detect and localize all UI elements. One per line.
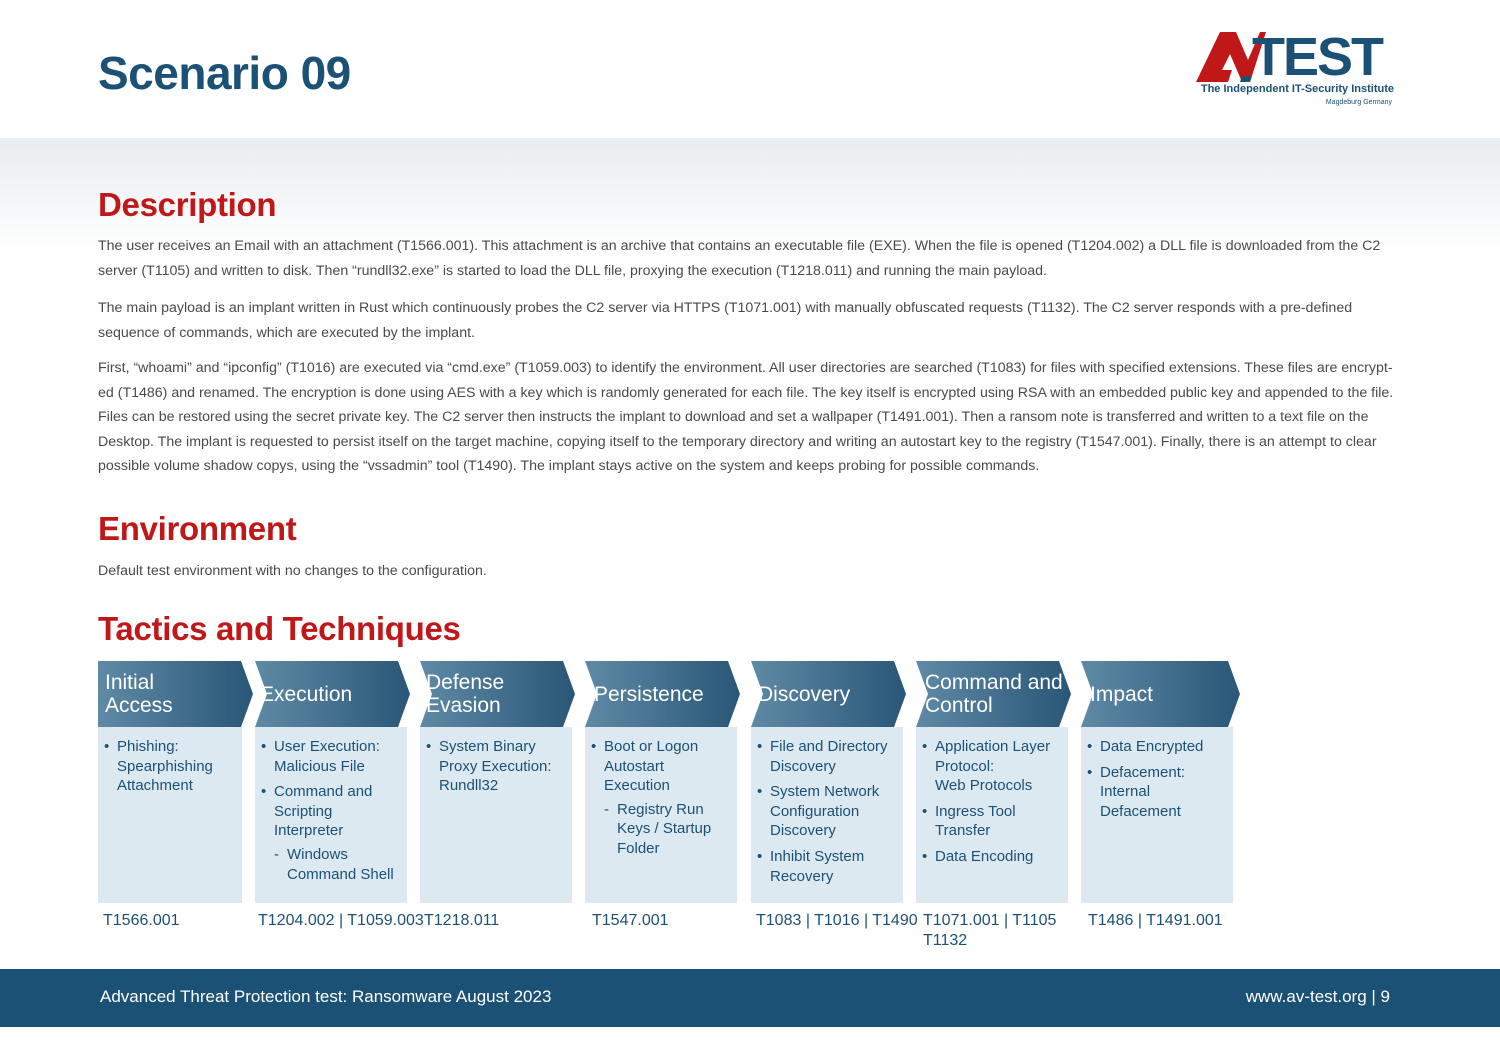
bullet-icon: • xyxy=(261,783,267,801)
dash-icon: - xyxy=(274,845,279,863)
tactic-name: Discovery xyxy=(758,682,851,706)
technique-ids: T1218.011 xyxy=(424,912,500,929)
technique-item xyxy=(1087,763,1229,822)
tactic-name: Execution xyxy=(260,682,353,706)
technique-item xyxy=(922,737,1064,796)
bullet-icon: • xyxy=(922,738,928,755)
technique-text: Ingress Tool Transfer xyxy=(935,802,1016,840)
technique-text: System Network Configuration Discovery xyxy=(770,783,880,840)
bullet-icon: • xyxy=(1087,738,1093,755)
technique-item xyxy=(1087,737,1229,757)
technique-item xyxy=(426,737,568,796)
tactic-techniques-box xyxy=(255,727,407,903)
technique-ids: T1566.001 xyxy=(103,912,180,929)
technique-ids: T1486 | T1491.001 xyxy=(1088,912,1223,929)
technique-item xyxy=(104,737,238,796)
bullet-icon: • xyxy=(261,738,267,755)
technique-item xyxy=(261,737,403,776)
footer-url-page: www.av-test.org | 9 xyxy=(1245,987,1390,1006)
sub-technique-item xyxy=(604,800,733,859)
technique-text: Data Encrypted xyxy=(1100,738,1204,755)
tactic-techniques-box xyxy=(98,727,242,903)
page-title: Scenario 09 xyxy=(98,47,351,99)
bullet-icon: • xyxy=(922,802,928,820)
tactics-diagram xyxy=(98,661,1258,961)
sub-technique-text: Windows Command Shell xyxy=(287,845,394,883)
technique-text: System Binary Proxy Execution: Rundll32 xyxy=(439,738,552,795)
tactic-name: Initial Access xyxy=(105,671,173,717)
tactic-techniques-box xyxy=(916,727,1068,903)
technique-text: User Execution: Malicious File xyxy=(274,738,380,775)
technique-item xyxy=(757,737,899,776)
tactic-techniques-box xyxy=(585,727,737,903)
sub-technique-item xyxy=(274,845,403,884)
logo-tagline: The Independent IT-Security Institute xyxy=(1200,83,1394,95)
bullet-icon: • xyxy=(757,738,763,755)
technique-ids: T1547.001 xyxy=(592,912,669,929)
tactic-name: Persistence xyxy=(594,682,704,706)
tactic-name: Impact xyxy=(1090,682,1154,706)
tactics-heading: Tactics and Techniques xyxy=(98,610,461,647)
bullet-icon: • xyxy=(1087,763,1093,781)
tactic-techniques-box xyxy=(420,727,572,903)
bullet-icon: • xyxy=(922,847,928,865)
technique-text: Boot or Logon Autostart Execution xyxy=(604,738,699,795)
bullet-icon: • xyxy=(757,847,763,865)
technique-ids: T1083 | T1016 | T1490 xyxy=(756,912,918,929)
technique-item xyxy=(757,847,899,886)
technique-item xyxy=(922,802,1064,841)
technique-text: Defacement: Internal Defacement xyxy=(1100,763,1186,820)
av-test-logo xyxy=(1196,27,1406,112)
technique-text: Phishing: Spearphishing Attachment xyxy=(117,738,213,795)
bullet-icon: • xyxy=(591,738,597,755)
description-paragraph-1: The user receives an Email with an attachment (T1566.001). This attachment is an archive that contains an executable file (EXE). When the file is opened (T1204.002) a DLL file is downloaded from the C2 server (T1105) and written to disk. Then “rundll32.exe” is started to load the DLL file, proxying the execution (T1218.011) and running the main payload. xyxy=(98,238,1381,279)
description-paragraph-2: The main payload is an implant written in Rust which continuously probes the C2 server via HTTPS (T1071.001) with manually obfuscated requests (T1132). The C2 server responds with a pre-defined sequence of commands, which are executed by the implant. xyxy=(98,300,1353,341)
technique-item xyxy=(261,782,403,884)
dash-icon: - xyxy=(604,800,609,818)
technique-text: Command and Scripting Interpreter xyxy=(274,783,373,840)
bullet-icon: • xyxy=(426,738,432,755)
description-paragraph-3: First, “whoami” and “ipconfig” (T1016) are executed via “cmd.exe” (T1059.003) to identify the environment. All user directories are searched (T1083) for files with specified extensions. These files are encrypt-ed (T1486) and renamed. The encryption is done using AES with a key which is randomly generated for each file. The key itself is encrypted using RSA with an embedded public key and appended to the file. Files can be restored using the secret private key. The C2 server then instructs the implant to download and set a wallpaper (T1491.001). Then a ransom note is transferred and written to a text file on the Desktop. The implant is requested to persist itself on the target machine, copying itself to the temporary directory and writing an autostart key to the registry (T1547.001). Finally, there is an attempt to clear possible volume shadow copys, using the “vssadmin” tool (T1490). The implant stays active on the system and keeps probing for possible commands. xyxy=(98,360,1394,474)
logo-wordmark: TEST xyxy=(1252,27,1383,87)
technique-text: File and Directory Discovery xyxy=(770,738,888,775)
technique-text: Application Layer Protocol: Web Protocols xyxy=(935,738,1051,795)
tactic-techniques-box xyxy=(751,727,903,903)
environment-text: Default test environment with no changes to the configuration. xyxy=(98,563,487,579)
tactic-name: Command and Control xyxy=(925,671,1063,717)
logo-location: Magdeburg Germany xyxy=(1325,99,1392,106)
technique-text: Inhibit System Recovery xyxy=(770,847,865,885)
footer-bar xyxy=(0,969,1500,1027)
tactic-techniques-box xyxy=(1081,727,1233,903)
technique-item xyxy=(922,847,1064,867)
technique-item xyxy=(757,782,899,841)
technique-ids: T1071.001 | T1105 T1132 xyxy=(923,912,1057,949)
tactic-name: Defense Evasion xyxy=(426,671,505,717)
technique-item xyxy=(591,737,733,859)
technique-text: Data Encoding xyxy=(935,847,1034,865)
technique-ids: T1204.002 | T1059.003 xyxy=(258,912,424,929)
bullet-icon: • xyxy=(757,783,763,801)
footer-report-title: Advanced Threat Protection test: Ransomware August 2023 xyxy=(100,987,552,1006)
bullet-icon: • xyxy=(104,738,110,755)
environment-heading: Environment xyxy=(98,510,297,547)
description-heading: Description xyxy=(98,186,277,223)
sub-technique-text: Registry Run Keys / Startup Folder xyxy=(617,800,712,857)
